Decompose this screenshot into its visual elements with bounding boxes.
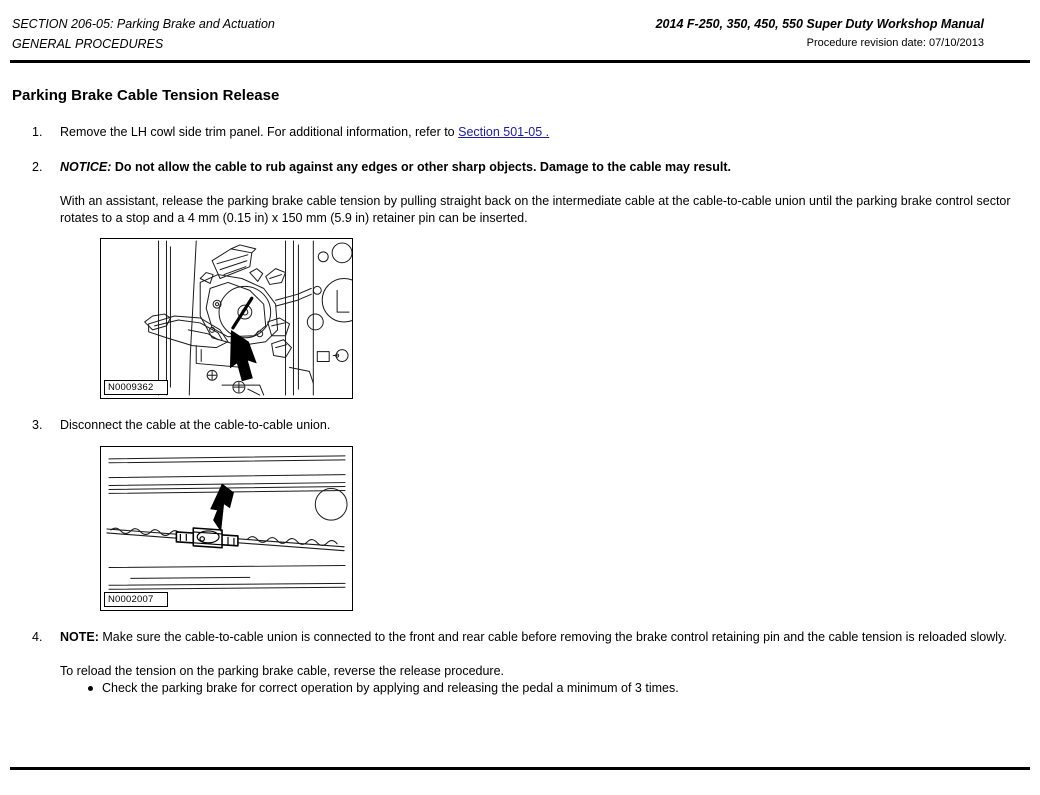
header-section-info	[12, 14, 275, 54]
step-body-3	[60, 417, 1028, 611]
figure-2-label: N0002007	[104, 592, 168, 607]
note-text: Make sure the cable-to-cable union is connected to the front and rear cable before removing the brake control retaining pin and the cable tension is reloaded slowly.	[98, 629, 1007, 644]
step-body-1	[60, 124, 1028, 141]
step-4-bullet-list	[60, 680, 1028, 697]
step-number-3: 3.	[32, 418, 43, 432]
note-label: NOTE:	[60, 629, 99, 644]
step-1-text-before-link: Remove the LH cowl side trim panel. For additional information, refer to	[60, 125, 459, 139]
page-header	[12, 14, 1028, 56]
figure-1-drawing	[101, 239, 352, 398]
step-body-4	[60, 629, 1028, 697]
step-number-4: 4.	[32, 629, 43, 644]
header-revision-date: Procedure revision date: 07/10/2013	[806, 37, 984, 49]
step-4-paragraph: To reload the tension on the parking brake cable, reverse the release procedure.	[60, 664, 505, 678]
procedure-step-list	[12, 124, 1028, 697]
procedure-step-3	[12, 417, 1028, 611]
step-1-text-after-link: .	[542, 125, 550, 139]
procedure-step-2	[12, 159, 1028, 400]
link-section-501-05[interactable]: Section 501-05	[458, 125, 543, 139]
step-number-1: 1.	[32, 125, 43, 139]
procedure-step-1	[12, 124, 1028, 141]
step-body-2	[60, 159, 1028, 400]
notice-block	[60, 159, 1028, 176]
header-section-line1: SECTION 206-05: Parking Brake and Actuation	[12, 17, 275, 31]
header-divider-rule	[10, 60, 1030, 63]
note-block	[60, 629, 1028, 646]
page-content	[12, 78, 1028, 697]
step-2-paragraph: With an assistant, release the parking brake cable tension by pulling straight back on the intermediate cable at the cable-to-cable union until the parking brake control sector rotates to a stop and a 4 mm (0.15 in) x 150 mm (5.9 in) retainer pin can be inserted.	[60, 194, 1011, 225]
step-3-text: Disconnect the cable at the cable-to-cable union.	[60, 418, 331, 432]
figure-2-drawing	[101, 447, 352, 610]
figure-1-label: N0009362	[104, 380, 168, 395]
header-section-line2: GENERAL PROCEDURES	[12, 37, 164, 51]
notice-text: Do not allow the cable to rub against any edges or other sharp objects. Damage to the cable may result.	[111, 159, 731, 174]
procedure-step-4	[12, 629, 1028, 697]
list-item: Check the parking brake for correct operation by applying and releasing the pedal a minimum of 3 times.	[86, 680, 1028, 697]
step-number-2: 2.	[32, 159, 43, 174]
page-title: Parking Brake Cable Tension Release	[12, 87, 280, 104]
figure-cable-to-cable-union	[100, 446, 353, 611]
figure-parking-brake-control	[100, 238, 353, 399]
header-manual-info	[656, 14, 984, 53]
notice-label: NOTICE:	[60, 159, 112, 174]
footer-divider-rule	[10, 767, 1030, 770]
header-manual-title: 2014 F-250, 350, 450, 550 Super Duty Workshop Manual	[655, 17, 984, 31]
